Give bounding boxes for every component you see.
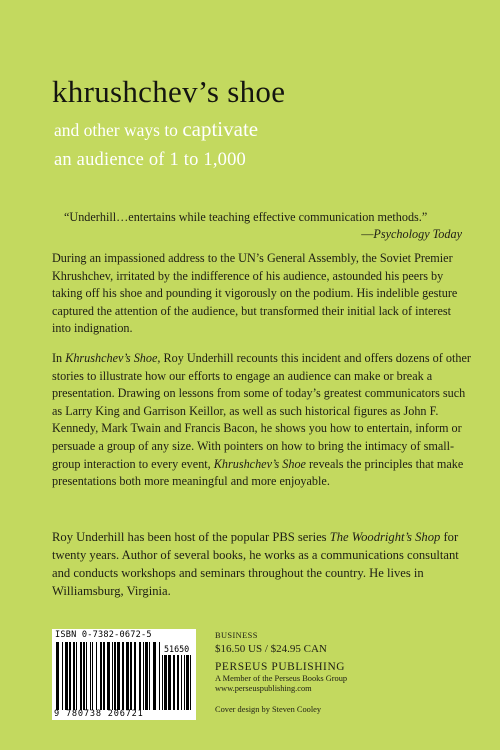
subtitle-line-2: an audience of 1 to 1,000 <box>54 150 246 170</box>
barcode-bar <box>62 642 63 710</box>
barcode-bar <box>184 655 185 710</box>
barcode-bar <box>134 642 136 710</box>
attribution-dash: — <box>361 227 374 241</box>
p2-book-title-2: Khrushchev’s Shoe <box>213 456 306 471</box>
barcode-bar <box>145 642 148 710</box>
isbn-label: ISBN 0-7382-0672-5 <box>55 630 152 640</box>
barcode-bar <box>117 642 120 710</box>
price-can: $24.95 CAN <box>270 643 327 655</box>
barcode-bar <box>65 642 68 710</box>
barcode-bar <box>76 642 77 710</box>
price-separator: / <box>262 643 271 655</box>
publisher-name: PERSEUS PUBLISHING <box>215 661 346 673</box>
review-quote-text: “Underhill…entertains while teaching effective communication methods.” <box>64 210 428 224</box>
price-line <box>215 643 347 655</box>
p2-part2: Roy Underhill recounts this incident and offers dozens of other stories to illustrate how our efforts to engage an audience can make or break a presentation. Drawing on lessons from some of today’s greatest communicators such as Larry King and Garrison Keillor, as well as such historical figures as John F. Kennedy, Mark Twain and Francis Bacon, he shows you how to entertain, inform or persuade a group of any size. With pointers on how to bring the intimacy of small-group interaction to every event, <box>52 351 471 471</box>
barcode-bar <box>100 642 102 710</box>
barcode-bar <box>56 642 59 710</box>
publisher-info <box>215 631 347 714</box>
barcode-bar <box>173 655 175 710</box>
barcode-bar <box>90 642 91 710</box>
ean-number: 9 780738 206721 <box>54 709 144 719</box>
bio-part1: Roy Underhill has been host of the popular PBS series <box>52 530 330 544</box>
review-quote <box>64 209 462 243</box>
description-paragraph-1: During an impassioned address to the UN’s General Assembly, the Soviet Premier Khrushchev, irritated by the indifference of his audience, astounded his peers by taking off his shoe and pounding it vigorously on the podium. His indelible gesture captured the attention of the audience, but transformed their initial lack of interest into indignation. <box>52 251 458 336</box>
barcode-bar <box>69 642 71 710</box>
barcode-bar <box>162 655 163 710</box>
category-label: BUSINESS <box>215 631 258 640</box>
barcode-bar <box>126 642 129 710</box>
barcode-bar <box>139 642 141 710</box>
barcode-bar <box>86 642 87 710</box>
price-barcode-bars <box>162 655 192 710</box>
barcode-bar <box>112 642 113 710</box>
p2-part3: reveals the principles that make presentations both more meaningful and more enjoyable. <box>52 456 464 489</box>
barcode-bar <box>96 642 97 710</box>
barcode-bar <box>107 642 110 710</box>
description-paragraph-2 <box>52 350 472 491</box>
barcode-bar <box>143 642 144 710</box>
barcode-bar <box>159 642 160 710</box>
barcode-bar <box>92 642 93 710</box>
price-code-label: 51650 <box>164 644 190 654</box>
bio-show-title: The Woodright’s Shop <box>329 530 441 544</box>
barcode-bar <box>153 642 156 710</box>
attribution-source: Psychology Today <box>373 227 462 241</box>
barcode-bar <box>80 642 82 710</box>
barcode-bar <box>168 655 171 710</box>
barcode-bar <box>186 655 189 710</box>
barcode-bar <box>177 655 179 710</box>
barcode-bar <box>73 642 75 710</box>
p2-part1: In <box>52 351 66 365</box>
author-bio <box>52 528 472 600</box>
barcode-bar <box>130 642 132 710</box>
barcode-bar <box>164 655 167 710</box>
subtitle-emphasis: captivate <box>182 117 259 141</box>
barcode-bar <box>103 642 105 710</box>
bio-part2: for twenty years. Author of several books, he works as a communications consultant and conducts workshops and seminars throughout the country. He lives in Williamsburg, Virginia. <box>52 530 459 598</box>
barcode-bar <box>122 642 124 710</box>
p2-book-title-1: Khrushchev’s Shoe, <box>65 351 161 365</box>
review-attribution <box>64 226 462 243</box>
barcode-bar <box>181 655 182 710</box>
cover-design-credit: Cover design by Steven Cooley <box>215 705 322 714</box>
publisher-member: A Member of the Perseus Books Group <box>215 674 348 683</box>
barcode-bar <box>114 642 116 710</box>
subtitle-prefix: and other ways to <box>54 120 183 140</box>
publisher-url: www.perseuspublishing.com <box>215 684 312 693</box>
book-title: khrushchev’s shoe <box>52 74 286 109</box>
barcode-bar <box>149 642 150 710</box>
barcode-bar <box>83 642 85 710</box>
price-us: $16.50 US <box>215 643 263 655</box>
subtitle-line-1 <box>54 117 258 142</box>
ean-barcode-bars <box>56 642 160 710</box>
barcode <box>52 629 196 720</box>
barcode-bar <box>190 655 191 710</box>
